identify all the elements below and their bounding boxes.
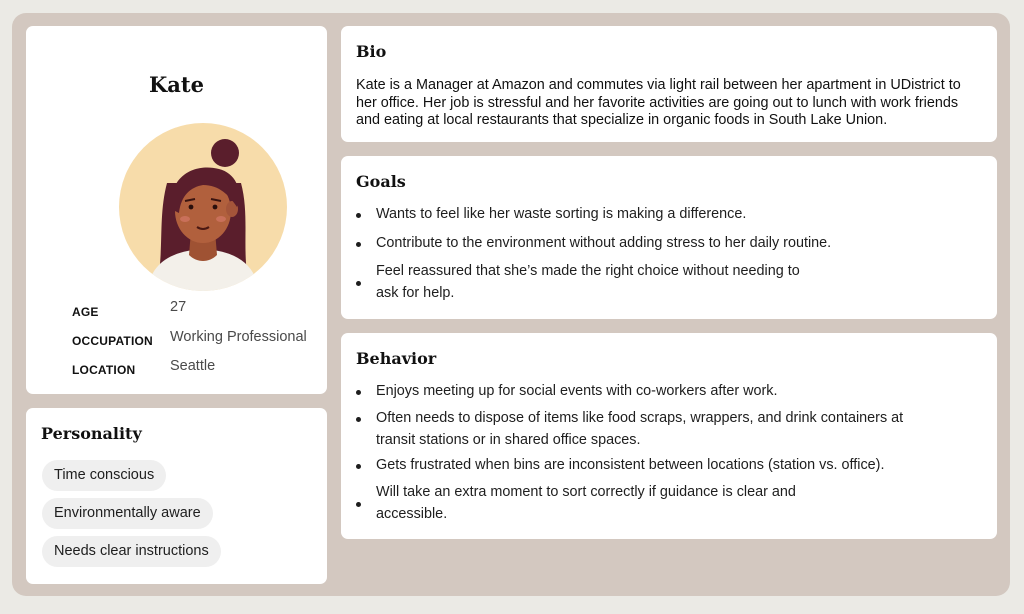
age-value: 27 [170,299,187,315]
behavior-item [376,482,796,525]
persona-name: Kate [149,72,204,97]
goal-text: Feel reassured that she’s made the right choice without needing to [376,263,800,279]
personality-title: Personality [41,424,142,443]
goal-text: ask for help. [376,284,455,301]
goal-item [376,233,831,255]
goals-card [341,156,997,319]
goal-text: Wants to feel like her waste sorting is making a difference. [376,206,747,222]
behavior-item [376,408,903,451]
bio-line: Kate is a Manager at Amazon and commutes via light rail between her apartment in UDistrict to [356,77,961,93]
location-label: LOCATION [72,363,136,377]
bullet-dot [356,464,361,469]
bio-text [356,77,986,130]
behavior-text: Gets frustrated when bins are inconsistent between locations (station vs. office). [376,457,885,473]
avatar [119,123,287,291]
goal-text: Contribute to the environment without adding stress to her daily routine. [376,235,832,251]
goals-title: Goals [356,172,406,191]
personality-card [26,408,327,584]
bullet-dot [356,417,361,422]
behavior-text: Often needs to dispose of items like food scraps, wrappers, and drink containers at [376,410,904,426]
avatar-hair-bun [211,139,239,167]
occupation-value: Working Professional [170,329,307,345]
bullet-dot [356,242,361,247]
bullet-dot [356,281,361,286]
bullet-dot [356,390,361,395]
occupation-label: OCCUPATION [72,334,153,348]
behavior-text: Will take an extra moment to sort correctly if guidance is clear and [376,484,796,500]
trait-chip: Needs clear instructions [42,536,221,567]
behavior-item [376,455,884,477]
behavior-text: transit stations or in shared office spaces. [376,431,641,448]
trait-chip: Environmentally aware [42,498,213,529]
bullet-dot [356,502,361,507]
goal-item [376,204,746,226]
profile-card [26,26,327,394]
avatar-eye [189,205,194,210]
behavior-text: Enjoys meeting up for social events with co-workers after work. [376,383,778,399]
avatar-eye [213,205,218,210]
bio-line: and eating at local restaurants that specialize in organic foods in South Lake Union. [356,112,888,128]
avatar-cheek [216,216,226,222]
goal-item [376,261,800,304]
bio-line: her office. Her job is stressful and her favorite activities are going out to lunch with work friends [356,94,959,111]
avatar-cheek [180,216,190,222]
age-label: AGE [72,305,99,319]
bullet-dot [356,213,361,218]
behavior-title: Behavior [356,349,437,368]
bio-title: Bio [356,42,387,61]
location-value: Seattle [170,358,216,374]
bio-card [341,26,997,142]
behavior-text: accessible. [376,505,448,522]
behavior-item [376,381,778,403]
behavior-card [341,333,997,539]
trait-chip: Time conscious [42,460,166,491]
